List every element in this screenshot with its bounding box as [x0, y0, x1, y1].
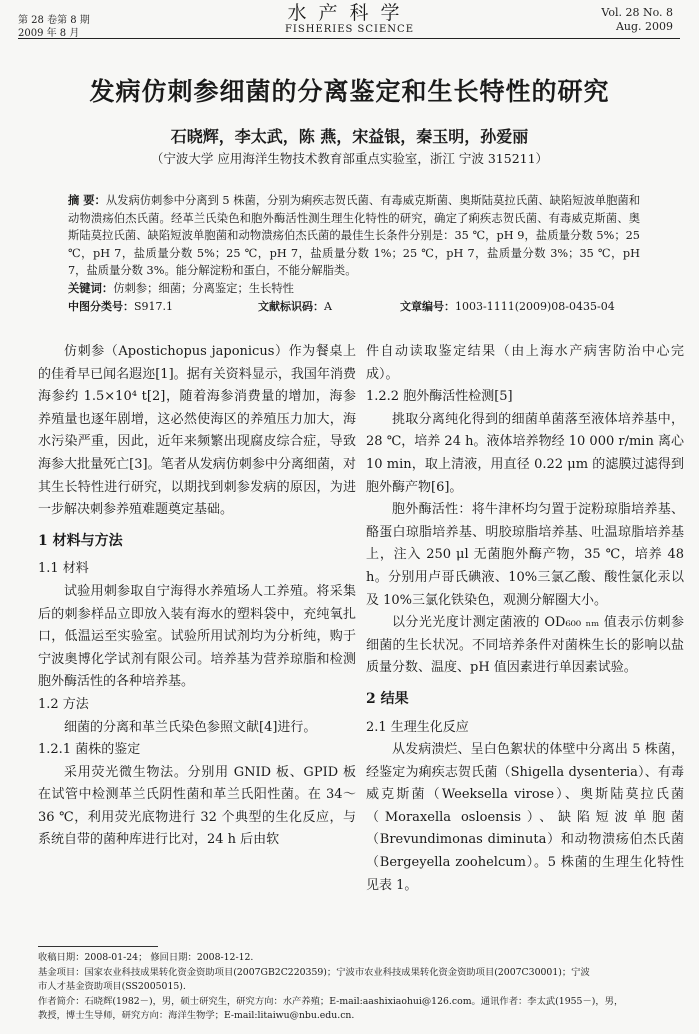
keywords	[68, 280, 640, 298]
strain-id-paragraph: 采用荧光微生物法。分别用 GNID 板、GPID 板在试管中检测革兰氏阴性菌和革兰氏阳性菌。在 34～36 ℃，利用荧光底物进行 32 个典型的生化反应，与系统自带的菌种库进行比对，24 h 后由软	[38, 764, 356, 848]
paper-title: 发病仿刺参细菌的分离鉴定和生长特性的研究	[89, 77, 610, 106]
header-volume-en	[601, 6, 673, 34]
doc-code	[258, 298, 332, 314]
footnote-fund: 基金项目：国家农业科技成果转化资金资助项目(2007GB2C220359)；宁波市农业科技成果转化资金资助项目(2007C30001)；宁波	[38, 966, 590, 978]
classification-line	[68, 298, 640, 314]
left-column	[38, 341, 356, 852]
article-number	[400, 298, 615, 314]
footnote-rule	[38, 946, 158, 947]
abstract-label: 摘 要：	[68, 193, 106, 207]
header-date-en: Aug. 2009	[615, 20, 673, 33]
journal-name-en: FISHERIES SCIENCE	[284, 24, 415, 35]
header-volume-issue-en: Vol. 28 No. 8	[601, 6, 673, 19]
footnote-author-cont: 教授，博士生导师，研究方向：海洋生物学；E-mail:litaiwu@nbu.edu.cn.	[38, 1010, 355, 1021]
results-paragraph: 从发病溃烂、呈白色絮状的体壁中分离出 5 株菌，经鉴定为痢疾志贺氏菌（Shigella dysenteria）、有毒威克斯菌（Weeksella virose）、奥斯陆莫拉氏菌（Moraxella osloensis）、缺陷短波单胞菌（Brevundimonas diminuta）和动物溃疡伯杰氏菌（Bergeyella zoohelcum）。5 株菌的生理生化特性见表 1。	[366, 742, 684, 893]
header-volume-issue: 第 28 卷第 8 期	[18, 15, 90, 26]
strain-id-continued: 件自动读取鉴定结果（由上海水产病害防治中心完成）。	[366, 344, 684, 382]
methods-paragraph: 细菌的分离和革兰氏染色参照文献[4]进行。	[64, 719, 317, 735]
header-rule	[18, 38, 680, 39]
abstract-text: 从发病仿刺参中分离到 5 株菌，分别为痢疾志贺氏菌、有毒威克斯菌、奥斯陆莫拉氏菌、缺陷短波单胞菌和动物溃疡伯杰氏菌。经革兰氏染色和胞外酶活性测生理生化特性的研究，确定了痢疾志贺氏菌、有毒威克斯菌、奥斯陆莫拉氏菌、缺陷短波单胞菌和动物溃疡伯杰氏菌的最佳生长条件分别是：35 ℃，pH 9，盐质量分数 5%；25 ℃，pH 7，盐质量分数 5%；25 ℃，pH 7，盐质量分数 1%；25 ℃，pH 7，盐质量分数 3%；35 ℃，pH 7，盐质量分数 3%。能分解淀粉和蛋白，不能分解脂类。	[68, 194, 641, 277]
footnotes	[38, 951, 670, 1024]
art-label: 文章编号：	[400, 300, 455, 313]
subsection-heading-materials: 1.1 材料	[38, 561, 89, 577]
clc-value: S917.1	[134, 300, 174, 313]
journal-masthead	[0, 2, 699, 36]
abstract-body	[68, 192, 640, 280]
keywords-label: 关键词：	[68, 280, 114, 295]
footnote-received: 收稿日期：2008-01-24； 修回日期：2008-12-12.	[38, 952, 254, 963]
author-list: 石晓辉，李太武，陈 燕，宋益银，秦玉明，孙爱丽	[170, 127, 529, 146]
clc-label: 中图分类号：	[68, 300, 134, 313]
subsection-heading-methods: 1.2 方法	[38, 696, 89, 712]
footnote-fund-cont: 市人才基金资助项目(SS2005015).	[38, 981, 186, 992]
section-heading-materials-methods: 1 材料与方法	[38, 532, 123, 549]
enzyme-paragraph-2: 胞外酶活性：将牛津杯均匀置于淀粉琼脂培养基、酪蛋白琼脂培养基、明胶琼脂培养基、吐温琼脂培养基上，注入 250 μl 无菌胞外酶产物，35 ℃，培养 48 h。分别用卢哥氏碘液、10%三氯乙酸、酸性氯化汞以及 10%三氯化铁染色，观测分解圈大小。	[366, 502, 684, 608]
keywords-text: 仿刺参；细菌；分离鉴定；生长特性	[113, 281, 294, 295]
enzyme-paragraph-1: 挑取分离纯化得到的细菌单菌落至液体培养基中，28 ℃，培养 24 h。液体培养物经 10 000 r/min 离心 10 min，取上清液，用直径 0.22 μm 的滤膜过滤得到胞外酶产物[6]。	[366, 411, 684, 495]
subsection-heading-strain-id: 1.2.1 菌株的鉴定	[38, 742, 141, 758]
subsection-heading-biochem: 2.1 生理生化反应	[366, 719, 469, 735]
doc-value: A	[324, 300, 332, 313]
abstract	[68, 192, 640, 297]
materials-paragraph: 试验用刺参取自宁海得水养殖场人工养殖。将采集后的刺参样品立即放入装有海水的塑料袋中，充纯氧扎口，低温运至实验室。试验所用试剂均为分析纯，购于宁波奥博化学试剂有限公司。培养基为营养琼脂和检测胞外酶活性的各种培养基。	[38, 583, 356, 690]
section-heading-results: 2 结果	[366, 690, 409, 707]
header-date: 2009 年 8 月	[18, 28, 80, 39]
growth-paragraph: 以分光光度计测定菌液的 OD₆₀₀ ₙₘ 值表示仿刺参细菌的生长状况。不同培养条件对菌株生长的影响以盐质量分数、温度、pH 值因素进行单因素试验。	[366, 615, 684, 676]
journal-name-cn: 水产科学	[287, 2, 412, 24]
affiliation: （宁波大学 应用海洋生物技术教育部重点实验室，浙江 宁波 315211）	[150, 151, 549, 166]
subsection-heading-enzyme: 1.2.2 胞外酶活性检测[5]	[366, 389, 513, 405]
right-column	[366, 341, 684, 897]
footnote-author: 作者简介：石晓辉(1982－)，男，硕士研究生，研究方向：水产养殖；E-mail:aashixiaohui@126.com。通讯作者：李太武(1955－)，男，	[38, 995, 624, 1007]
clc-number	[68, 298, 173, 314]
art-value: 1003-1111(2009)08-0435-04	[455, 300, 615, 313]
intro-paragraph: 仿刺参（Apostichopus japonicus）作为餐桌上的佳肴早已闻名遐迩[1]。据有关资料显示，我国年消费海参约 1.5×10⁴ t[2]，随着海参消费量的增加，海参养殖量也逐年剧增，这必然使海区的养殖压力加大，海水污染严重，因此，近年来频繁出现腐皮综合症，导致海参大批量死亡[3]。笔者从发病仿刺参中分离细菌，对其生长特性进行研究，以期找到刺参发病的原因，为进一步解决刺参养殖难题奠定基础。	[38, 344, 356, 518]
doc-label: 文献标识码：	[258, 300, 324, 313]
